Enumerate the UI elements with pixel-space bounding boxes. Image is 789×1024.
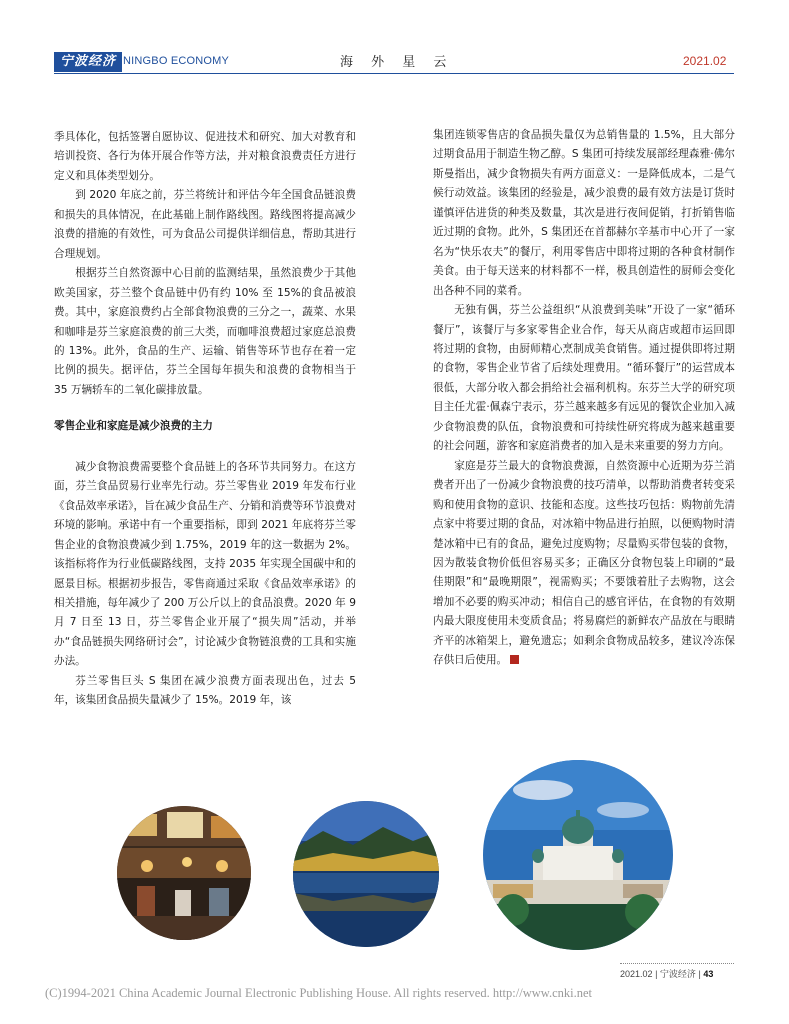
- lake-landscape-photo: [293, 801, 439, 947]
- paragraph: 芬兰零售巨头 S 集团在减少浪费方面表现出色，过去 5 年，该集团食品损失量减少了 15%。2019 年，该: [54, 674, 356, 707]
- paragraph: 季具体化，包括签署自愿协议、促进技术和研究、加大对教育和培训投资、各行为体开展合作等方法，并对粮食浪费责任方进行定义和具体类型划分。: [54, 131, 356, 182]
- paragraph: 到 2020 年底之前，芬兰将统计和评估今年全国食品链浪费和损失的具体情况，在此基础上制作路线图。路线图将提高减少浪费的措施的有效性，可为食品公司提供详细信息，帮助其进行合理规划。: [54, 189, 356, 260]
- right-column: [433, 126, 735, 671]
- page-number: 43: [703, 969, 714, 979]
- footer-rule: [620, 963, 734, 964]
- cafe-interior-photo: [117, 806, 251, 940]
- paragraph: 无独有偶，芬兰公益组织“从浪费到美味”开设了一家“循环餐厅”，该餐厅与多家零售企业合作，每天从商店或超市运回即将过期的食物，由厨师精心烹制成美食销售。通过提供即将过期的食物，零售企业节省了后续处理费用。“循环餐厅”的运营成本很低，大部分收入都会捐给社会福利机构。东芬兰大学的研究项目主任尤霍·佩森宁表示，芬兰越来越多有远见的餐饮企业加入减少食物浪费的队伍，食物浪费和可持续性研究将成为越来越重要的社会问题，游客和家庭消费者的加入是未来重要的努力方向。: [433, 304, 735, 453]
- footer-issue: 2021.02: [620, 969, 653, 979]
- paragraph: 根据芬兰自然资源中心目前的监测结果，虽然浪费少于其他欧美国家，芬兰整个食品链中仍有约 10% 至 15%的食品被浪费。其中，家庭浪费约占全部食物浪费的三分之一，蔬菜、水果和咖啡是芬兰家庭浪费的前三大类，而咖啡浪费超过家庭总浪费的 13%。此外，食品的生产、运输、销售等环节也存在着一定比例的损失。据评估，芬兰全国每年损失和浪费的食物相当于 35 万辆轿车的二氧化碳排放量。: [54, 267, 356, 396]
- magazine-logo: 宁波经济: [54, 52, 122, 72]
- paragraph: 集团连锁零售店的食品损失量仅为总销售量的 1.5%，且大部分过期食品用于制造生物乙醇。S 集团可持续发展部经理森雅·佛尔斯曼指出，减少食物损失有两方面意义：一是降低成本，二是气候行动效益。该集团的经验是，减少浪费的最有效方法是订货时谨慎评估进货的种类及数量，其次是进行夜间促销，打折销售临近过期的食物。此外，S 集团还在首都赫尔辛基市中心开了一家名为“快乐农夫”的餐厅，利用零售店中即将过期的各种食材制作美食。由于每天送来的材料都不一样，极具创造性的厨师会变化出各种不同的菜肴。: [433, 129, 735, 297]
- section-subheading: 零售企业和家庭是减少浪费的主力: [54, 420, 213, 433]
- paragraph: [433, 457, 735, 671]
- header-rule: [54, 73, 734, 74]
- paragraph-text: 家庭是芬兰最大的食物浪费源，自然资源中心近期为芬兰消费者开出了一份减少食物浪费的技巧清单，以帮助消费者转变采购和使用食物的意识、技能和态度。这些技巧包括：购物前先清点家中将要过期的食品，对冰箱中物品进行拍照，以便购物时清楚冰箱中已有的食品，避免过度购物；尽量购买带包装的食物，因为散装食物价低但容易买多；正确区分食物包装上印刷的“最佳期限”和“最晚期限”，视需购买；不要饿着肚子去购物，这会增加不必要的购买冲动；相信自己的感官评估，在食物的有效期内最大限度使用未变质食品；将易腐烂的新鲜农产品放在与眼睛齐平的冰箱架上，避免遗忘；如剩余食物成品较多，建议冷冻保存供日后使用。: [433, 459, 735, 667]
- section-title: 海 外 星 云: [340, 55, 454, 70]
- footer-magazine: 宁波经济: [659, 969, 696, 979]
- left-column: [54, 128, 356, 711]
- footer-separator: |: [655, 969, 658, 979]
- magazine-english-name: NINGBO ECONOMY: [123, 55, 230, 67]
- paragraph: 减少食物浪费需要整个食品链上的各环节共同努力。在这方面，芬兰食品贸易行业率先行动。芬兰零售业 2019 年发布行业《食品效率承诺》，旨在减少食品生产、分销和消费等环节浪费对环境的影响。承诺中有一个重要指标，即到 2021 年底将芬兰零售企业的食物浪费减少到 1.75%，2019 年的这一数据为 2%。该指标将作为行业低碳路线图，支持 2035 年实现全国碳中和的愿景目标。根据初步报告，零售商通过采取《食品效率承诺》的相关措施，每年减少了 200 万公斤以上的食品浪费。2020 年 9 月 7 日至 13 日，芬兰零售企业开展了“损失周”活动，并举办“食品链损失网络研讨会”，讨论减少食物链浪费的工具和实施办法。: [54, 460, 356, 668]
- copyright-notice: (C)1994-2021 China Academic Journal Electronic Publishing House. All rights reserved. http://www.cnki.net: [45, 986, 593, 1000]
- issue-date: 2021.02: [683, 54, 727, 68]
- helsinki-cathedral-photo: [483, 760, 673, 950]
- page-footer: [620, 967, 713, 980]
- article-end-mark: [510, 655, 519, 664]
- footer-separator: |: [698, 969, 701, 979]
